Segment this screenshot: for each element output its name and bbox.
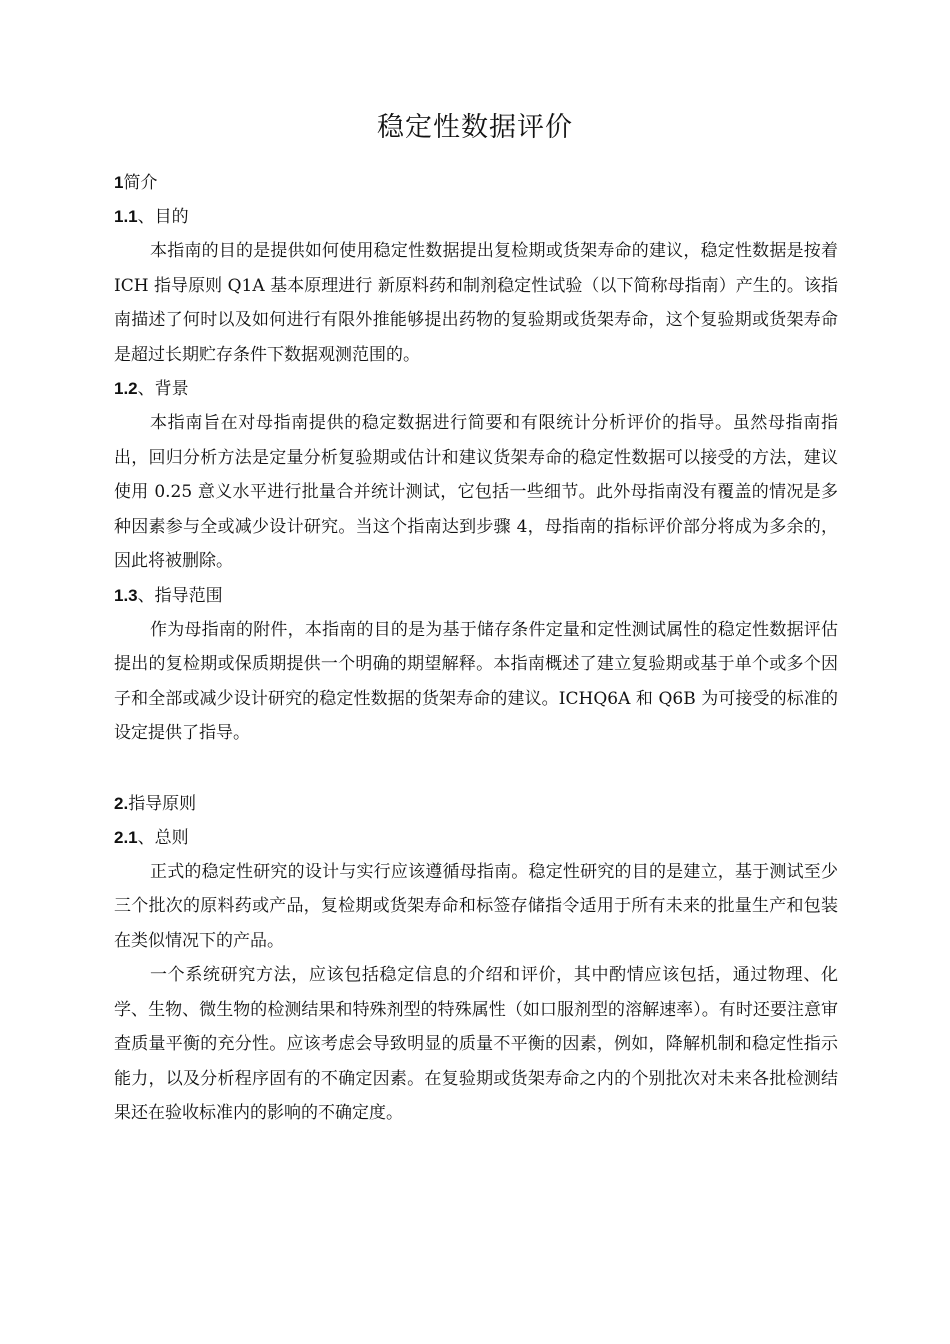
paragraph-background: 本指南旨在对母指南提供的稳定数据进行简要和有限统计分析评价的指导。虽然母指南指出，回归分析方法是定量分析复验期或估计和建议货架寿命的稳定性数据可以接受的方法，建议使用 0.25 意义水平进行批量合并统计测试，它包括一些细节。此外母指南没有覆盖的情况是多种因素参与全或减少设计研究。当这个指南达到步骤 4，母指南的指标评价部分将成为多余的，因此将被删除。 (114, 413, 838, 571)
section-label: 、指导范围 (137, 585, 223, 606)
paragraph-general-2: 一个系统研究方法，应该包括稳定信息的介绍和评价，其中酌情应该包括，通过物理、化学、生物、微生物的检测结果和特殊剂型的特殊属性（如口服剂型的溶解速率）。有时还要注意审查质量平衡的充分性。应该考虑会导致明显的质量不平衡的因素，例如，降解机制和稳定性指示能力，以及分析程序固有的不确定因素。在复验期或货架寿命之内的个别批次对未来各批检测结果还在验收标准内的影响的不确定度。 (114, 965, 838, 1123)
section-heading-1-2 (114, 372, 838, 406)
section-number: 1 (114, 173, 124, 192)
section-heading-2 (114, 787, 838, 821)
section-label: 、目的 (137, 207, 189, 227)
section-label: 简介 (123, 173, 158, 193)
section-heading-2-1 (114, 821, 838, 855)
section-label: 、背景 (137, 379, 189, 399)
section-heading-1-3 (114, 579, 838, 613)
section-label: 指导原则 (128, 793, 197, 814)
section-label: 、总则 (137, 827, 189, 848)
paragraph-scope: 作为母指南的附件，本指南的目的是为基于储存条件定量和定性测试属性的稳定性数据评估提出的复检期或保质期提供一个明确的期望解释。本指南概述了建立复验期或基于单个或多个因子和全部或减少设计研究的稳定性数据的货架寿命的建议。ICHQ6A 和 Q6B 为可接受的标准的设定提供了指导。 (114, 619, 838, 743)
paragraph-purpose: 本指南的目的是提供如何使用稳定性数据提出复检期或货架寿命的建议，稳定性数据是按着 ICH 指导原则 Q1A 基本原理进行 新原料药和制剂稳定性试验（以下简称母指南）产生的。该指南描述了何时以及如何进行有限外推能够提出药物的复验期或货架寿命，这个复验期或货架寿命是超过长期贮存条件下数据观测范围的。 (114, 241, 838, 365)
section-heading-1 (114, 166, 838, 200)
section-number: 1.3 (114, 585, 138, 605)
section-heading-1-1 (114, 200, 838, 234)
paragraph-general-1: 正式的稳定性研究的设计与实行应该遵循母指南。稳定性研究的目的是建立，基于测试至少三个批次的原料药或产品，复检期或货架寿命和标签存储指令适用于所有未来的批量生产和包装在类似情况下的产品。 (114, 861, 838, 951)
section-number: 2.1 (114, 827, 138, 847)
section-number: 1.2 (114, 379, 138, 398)
document-title: 稳定性数据评价 (377, 112, 573, 143)
section-spacer (114, 751, 838, 787)
section-number: 2. (114, 793, 129, 813)
section-number: 1.1 (114, 207, 138, 226)
document-body (114, 166, 838, 1131)
